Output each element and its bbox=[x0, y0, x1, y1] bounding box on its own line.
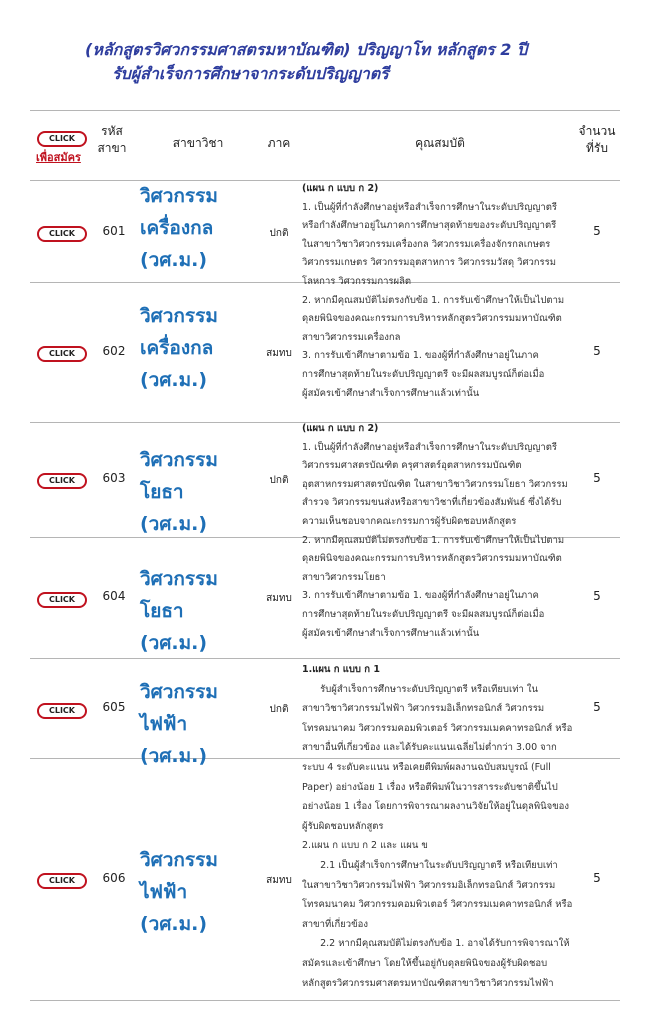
seats-601: 5 bbox=[593, 224, 601, 238]
major-603[interactable]: วิศวกรรมโยธา (วศ.ม.) bbox=[140, 449, 218, 535]
major-604[interactable]: วิศวกรรมโยธา (วศ.ม.) bbox=[140, 568, 218, 654]
table-top-rule bbox=[30, 110, 620, 111]
header-seats: จำนวน ที่รับ bbox=[578, 124, 616, 155]
term-603: ปกติ bbox=[269, 475, 289, 486]
seats-602: 5 bbox=[593, 344, 601, 358]
row-divider bbox=[30, 658, 620, 659]
title-line-2: รับผู้สำเร็จการศึกษาจากระดับปริญญาตรี bbox=[112, 64, 389, 83]
seats-603: 5 bbox=[593, 471, 601, 485]
major-601[interactable]: วิศวกรรม เครื่องกล (วศ.ม.) bbox=[140, 185, 218, 271]
header-term: ภาค bbox=[267, 136, 291, 150]
click-button-602[interactable]: CLICK bbox=[37, 346, 87, 362]
header-qualifications: คุณสมบัติ bbox=[415, 136, 465, 150]
code-602: 602 bbox=[102, 344, 126, 358]
click-button-603[interactable]: CLICK bbox=[37, 473, 87, 489]
qualifications-mechanical: (แผน ก แบบ ก 2) 1. เป็นผู้ที่กำลังศึกษาอยู่หรือสำเร็จการศึกษาในระดับปริญญาตรี หรือกำลังศึกษาอยู่ในภาคการศึกษาสุดท้ายของระดับปริญญาตรี ในสาขาวิชาวิศวกรรมเครื่องกล วิศวกรรมเครื่องจักรกลเกษตร วิศวกรรมเกษตร วิศวกรรมอุตสาหการ วิศวกรรมวัสดุ วิศวกรรม โลหการ วิศวกรรมการผลิต 2. หากมีคุณสมบัติไม่ตรงกับข้อ 1. การรับเข้าศึกษาให้เป็นไปตาม ดุลยพินิจของคณะกรรมการบริหารหลักสูตรวิศวกรรมมหาบัณฑิต สาขาวิศวกรรมเครื่องกล 3. การรับเข้าศึกษาตามข้อ 1. ของผู้ที่กำลังศึกษาอยู่ในภาค การศึกษาสุดท้ายในระดับปริญญาตรี จะมีผลสมบูรณ์ก็ต่อเมื่อ ผู้สมัครเข้าศึกษาสำเร็จการศึกษาแล้วเท่านั้น bbox=[302, 183, 565, 399]
click-button-605[interactable]: CLICK bbox=[37, 703, 87, 719]
term-604: สมทบ bbox=[266, 593, 292, 604]
term-605: ปกติ bbox=[269, 704, 289, 715]
code-601: 601 bbox=[102, 224, 126, 238]
qualifications-electrical: 1.แผน ก แบบ ก 1 รับผู้สำเร็จการศึกษาระดับปริญญาตรี หรือเทียบเท่า ใน สาขาวิชาวิศวกรรมไฟฟ้า วิศวกรรมอิเล็กทรอนิกส์ วิศวกรรม โทรคมนาคม วิศวกรรมคอมพิวเตอร์ วิศวกรรมเมคคาทรอนิกส์ หรือ สาขาอื่นที่เกี่ยวข้อง และได้รับคะแนนเฉลี่ยไม่ต่ำกว่า 3.00 จาก ระบบ 4 ระดับคะแนน หรือเคยตีพิมพ์ผลงานฉบับสมบูรณ์ (Full Paper) อย่างน้อย 1 เรื่อง หรือตีพิมพ์ในวารสารระดับชาติขึ้นไป อย่างน้อย 1 เรื่อง โดยการพิจารณาผลงานวิจัยให้อยู่ในดุลพินิจของ ผู้รับผิดชอบหลักสูตร 2.แผน ก แบบ ก 2 และ แผน ข 2.1 เป็นผู้สำเร็จการศึกษาในระดับปริญญาตรี หรือเทียบเท่า ในสาขาวิชาวิศวกรรมไฟฟ้า วิศวกรรมอิเล็กทรอนิกส์ วิศวกรรม โทรคมนาคม วิศวกรรมคอมพิวเตอร์ วิศวกรรมเมคคาทรอนิกส์ หรือ สาขาที่เกี่ยวข้อง 2.2 หากมีคุณสมบัติไม่ตรงกับข้อ 1. อาจได้รับการพิจารณาให้ สมัครและเข้าศึกษา โดยให้ขึ้นอยู่กับดุลยพินิจของผู้รับผิดชอบ หลักสูตรวิศวกรรมศาสตรมหาบัณฑิตสาขาวิชาวิศวกรรมไฟฟ้า bbox=[302, 664, 573, 989]
code-606: 606 bbox=[102, 871, 126, 885]
click-button-606[interactable]: CLICK bbox=[37, 873, 87, 889]
seats-606: 5 bbox=[593, 871, 601, 885]
header-click-button[interactable]: CLICK bbox=[37, 131, 87, 147]
term-601: ปกติ bbox=[269, 228, 289, 239]
apply-link[interactable]: เพื่อสมัคร bbox=[36, 151, 81, 164]
term-602: สมทบ bbox=[266, 348, 292, 359]
major-602[interactable]: วิศวกรรม เครื่องกล (วศ.ม.) bbox=[140, 305, 218, 391]
code-603: 603 bbox=[102, 471, 126, 485]
header-major: สาขาวิชา bbox=[172, 136, 224, 150]
qualifications-civil: (แผน ก แบบ ก 2) 1. เป็นผู้ที่กำลังศึกษาอยู่หรือสำเร็จการศึกษาในระดับปริญญาตรี วิศวกรรมศาสตรบัณฑิต ครุศาสตร์อุตสาหกรรมบัณฑิต อุตสาหกรรมศาสตรบัณฑิต ในสาขาวิชาวิศวกรรมโยธา วิศวกรรม สำรวจ วิศวกรรมขนส่งหรือสาขาวิชาที่เกี่ยวข้องสัมพันธ์ ซึ่งได้รับ ความเห็นชอบจากคณะกรรมการผู้รับผิดชอบหลักสูตร 2. หากมีคุณสมบัติไม่ตรงกับข้อ 1. การรับเข้าศึกษาให้เป็นไปตาม ดุลยพินิจของคณะกรรมการบริหารหลักสูตรวิศวกรรมมหาบัณฑิต สาขาวิศวกรรมโยธา 3. การรับเข้าศึกษาตามข้อ 1. ของผู้ที่กำลังศึกษาอยู่ในภาค การศึกษาสุดท้ายในระดับปริญญาตรี จะมีผลสมบูรณ์ก็ต่อเมื่อ ผู้สมัครเข้าศึกษาสำเร็จการศึกษาแล้วเท่านั้น bbox=[302, 423, 568, 639]
seats-605: 5 bbox=[593, 700, 601, 714]
click-button-601[interactable]: CLICK bbox=[37, 226, 87, 242]
title-line-1: (หลักสูตรวิศวกรรมศาสตรมหาบัณฑิต) ปริญญาโท หลักสูตร 2 ปี bbox=[85, 40, 528, 59]
seats-604: 5 bbox=[593, 589, 601, 603]
code-604: 604 bbox=[102, 589, 126, 603]
term-606: สมทบ bbox=[266, 875, 292, 886]
major-606[interactable]: วิศวกรรมไฟฟ้า (วศ.ม.) bbox=[140, 849, 218, 935]
code-605: 605 bbox=[102, 700, 126, 714]
header-code: รหัส สาขา bbox=[97, 124, 127, 155]
major-605[interactable]: วิศวกรรมไฟฟ้า (วศ.ม.) bbox=[140, 681, 218, 767]
click-button-604[interactable]: CLICK bbox=[37, 592, 87, 608]
table-bottom-rule bbox=[30, 1000, 620, 1001]
